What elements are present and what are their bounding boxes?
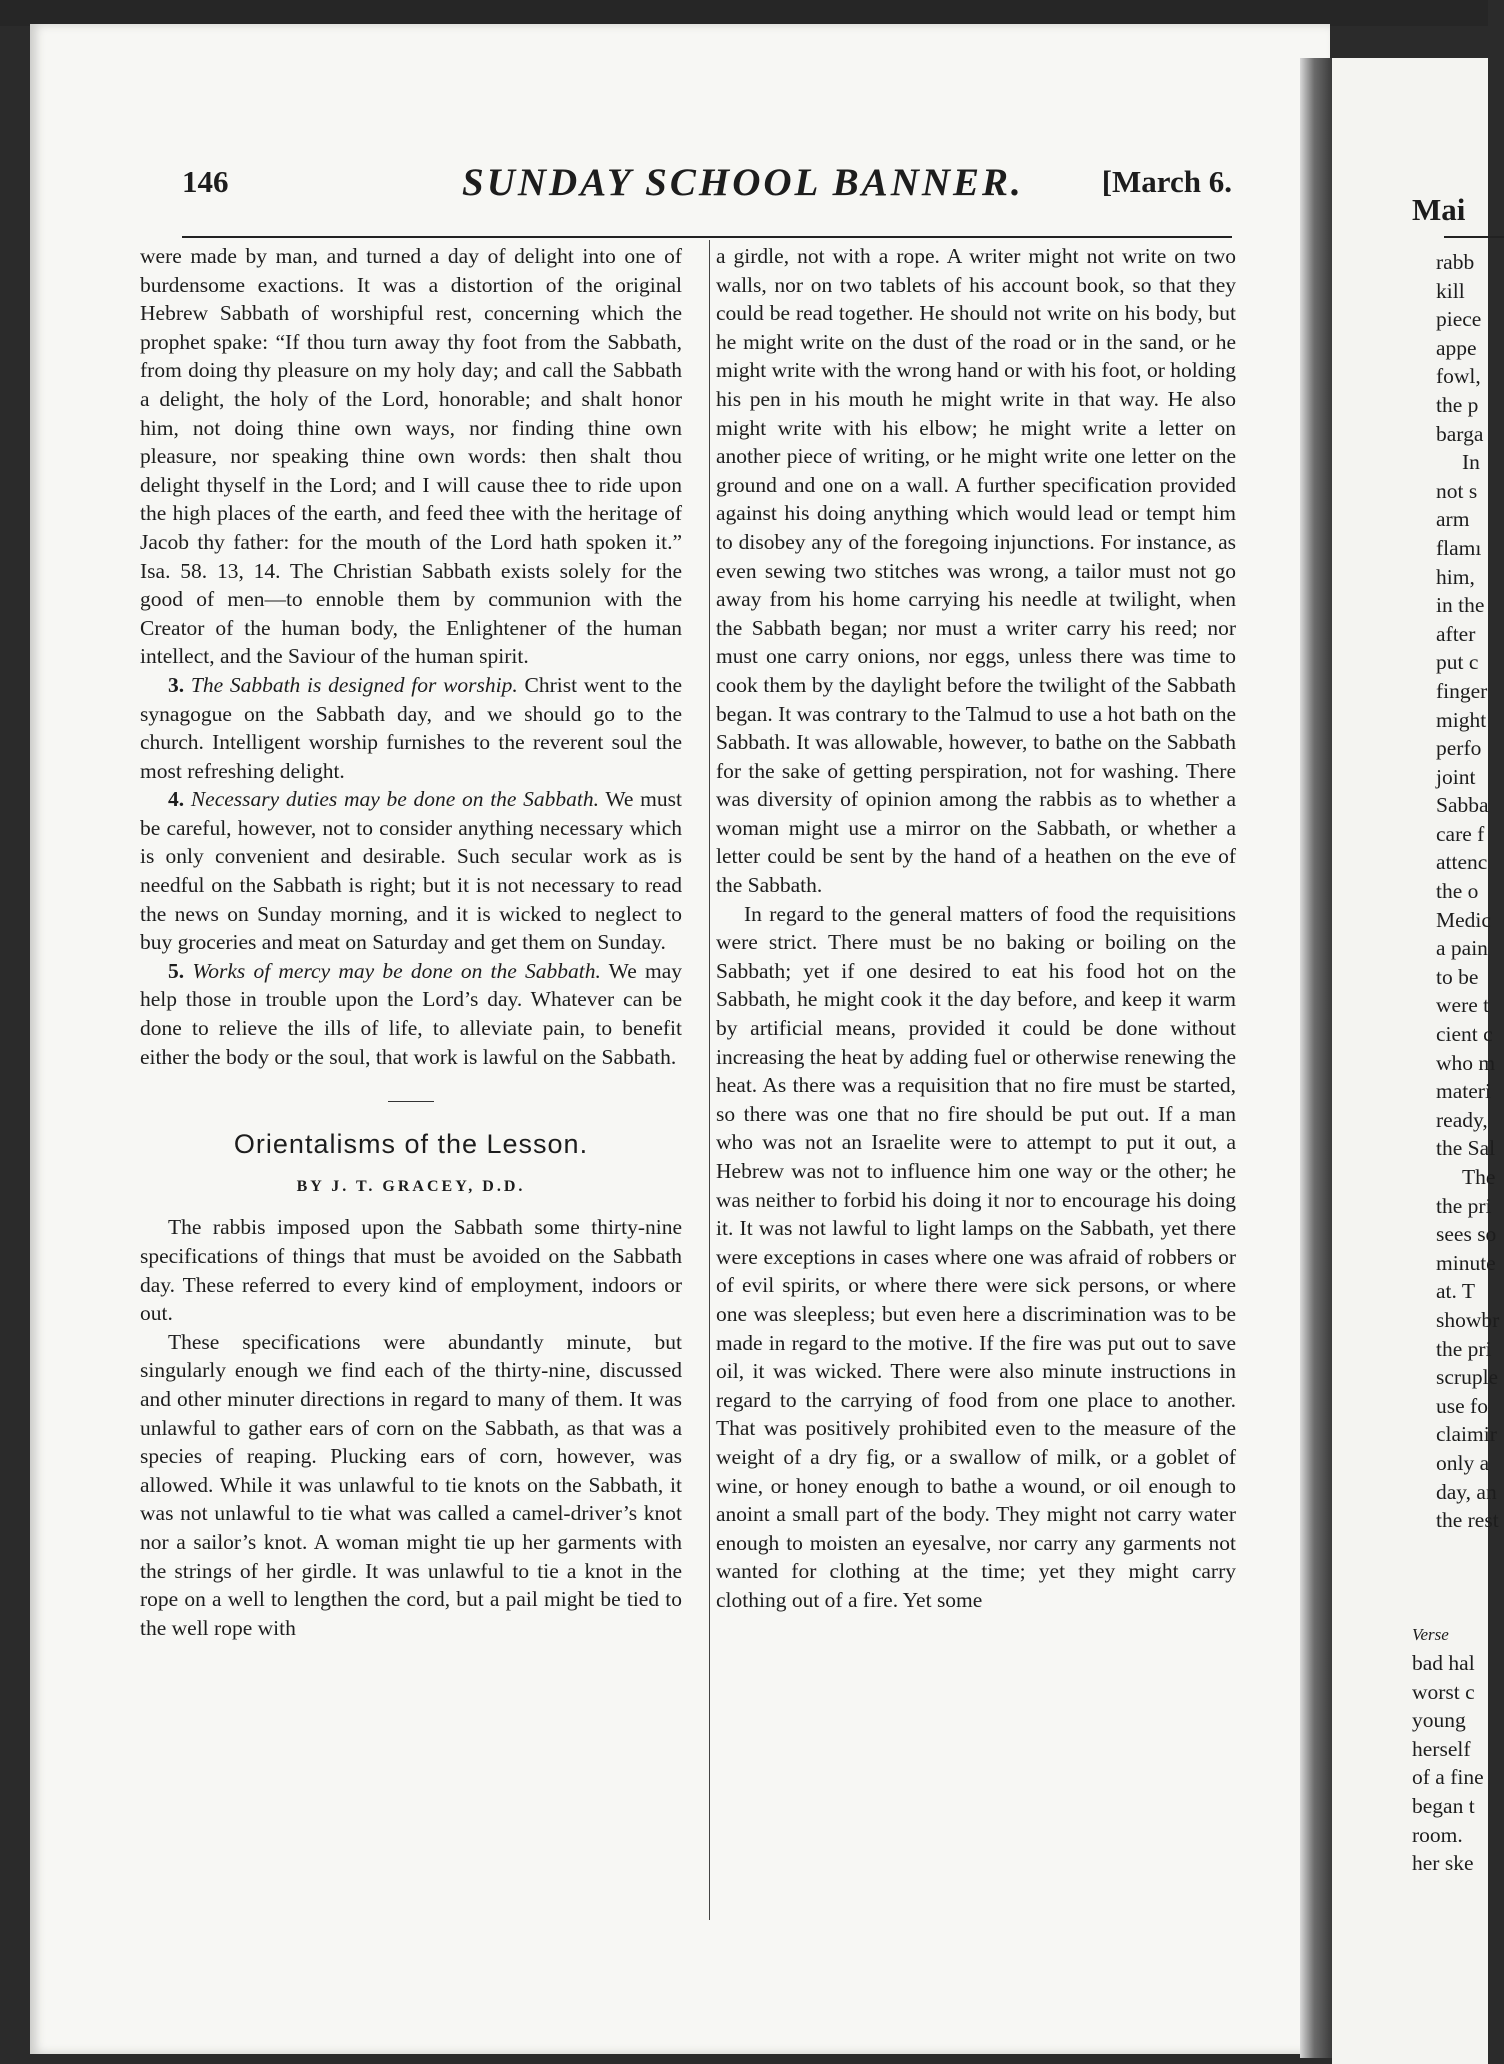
item-number: 5. (168, 958, 185, 983)
adjacent-line: materi (1436, 1079, 1491, 1104)
adjacent-line (1332, 1563, 1488, 1592)
adjacent-line (1332, 1535, 1488, 1564)
adjacent-line: scruple (1436, 1365, 1499, 1390)
adjacent-line: might (1436, 707, 1487, 732)
adjacent-line (1332, 1592, 1488, 1621)
item-number: 4. (168, 787, 185, 812)
paragraph: were made by man, and turned a day of delight into one of burdensome exactions. It was a distortion of the original Hebrew Sabbath of worshipful rest, concerning which the prophet spake: “If thou turn away thy foot from the Sabbath, from doing thy pleasure on my holy day; and call the Sabbath a delight, the holy of the Lord, honorable; and shalt honor him, not doing thine own ways, nor finding thine own pleasure, nor speaking thine own words: then shalt thou delight thyself in the Lord; and I will cause thee to ride upon the high places of the earth, and feed thee with the heritage of Jacob thy father: for the mouth of the Lord hath spoken it.” Isa. 58. 13, 14. The Christian Sabbath exists solely for the good of men—to ennoble them by communion with the Creator of the human body, the Enlightener of the human intellect, and the Saviour of the human spirit. (140, 244, 682, 669)
adjacent-line: the pri (1436, 1336, 1492, 1361)
paragraph: In regard to the general matters of food the requisitions were strict. There must be no baking or boiling on the Sabbath; yet if one desired to eat his food hot on the Sabbath, he might cook it the day before, and keep it warm by artificial means, provided it could be done without increasing the heat by adding fuel or otherwise renewing the heat. As there was a requisition that no fire must be started, so there was one that no fire should be put out. If a man who was not an Israelite were to attempt to put it out, a Hebrew was not to influence him one way or the other; he was neither to forbid his doing it nor to encourage his doing it. It was not lawful to light lamps on the Sabbath, yet there were exceptions in cases where one was afraid of robbers or of evil spirits, or where there were sick persons, or where one was sleepless; but even here a discrimination was to be made in regard to the motive. If the fire was put out to save oil, it was wicked. There were also minute instructions in regard to the carrying of food from one place to another. That was positively prohibited even to the measure of the weight of a dry fig, or a swallow of milk, or a goblet of wine, or honey enough to bathe a wound, or oil enough to anoint a small part of the body. They might not carry water enough to moisten an eyesalve, nor carry any garments not wanted for clothing at the time; yet they might carry clothing out of a fire. Yet some (716, 901, 1236, 1612)
paragraph: a girdle, not with a rope. A writer might not write on two walls, nor on two tablets of his account book, so that they could be read together. He should not write on his body, but he might write on the dust of the road or in the sand, or he might write with the wrong hand or with his foot, or holding his pen in his mouth he might write in that way. He also might write with his elbow; he might write a letter on another piece of writing, or he might write one letter on the ground and one on a wall. A further specification provided against his doing anything which would lead or tempt him to disobey any of the foregoing injunctions. For instance, as even sewing two stitches was wrong, a tailor must not go away from his home carrying his needle at twilight, when the Sabbath began; nor must a writer carry his reed; nor must one carry onions, nor eggs, unless there was time to cook them by the daylight before the twilight of the Sabbath began. It was contrary to the Talmud to use a hot bath on the Sabbath. It was allowable, however, to bathe on the Sabbath for the sake of getting perspiration, not for washing. There was diversity of opinion among the rabbis as to whether a woman might use a mirror on the Sabbath, or whether a letter could be sent by the hand of a heathen on the eve of the Sabbath. (716, 244, 1236, 898)
adjacent-line: ready, (1436, 1107, 1488, 1132)
adjacent-line: only a (1436, 1450, 1490, 1475)
adjacent-line: young (1412, 1708, 1466, 1733)
adjacent-line: care f (1436, 821, 1485, 846)
adjacent-line: not s (1436, 478, 1478, 503)
adjacent-line: in the (1436, 593, 1485, 618)
adjacent-line: appe (1436, 335, 1477, 360)
adjacent-line: In (1462, 450, 1480, 475)
adjacent-line: attenc (1436, 850, 1488, 875)
header-rule (182, 236, 1232, 238)
adjacent-page (1332, 58, 1500, 2064)
adjacent-line: her ske (1412, 1851, 1474, 1876)
adjacent-line: cient c (1436, 1022, 1493, 1047)
adjacent-line: use fo (1436, 1393, 1488, 1418)
adjacent-line: room. (1412, 1822, 1463, 1847)
adjacent-line: flamı (1436, 535, 1482, 560)
adjacent-line: Medic (1436, 907, 1491, 932)
item-title: Necessary duties may be done on the Sabbath. (190, 787, 600, 812)
page-header (182, 160, 1232, 220)
running-title: SUNDAY SCHOOL BANNER. (462, 161, 1024, 204)
adjacent-line: worst c (1412, 1679, 1475, 1704)
section-separator (388, 1101, 434, 1102)
numbered-item-5 (140, 957, 682, 1071)
adjacent-line: showbr (1436, 1307, 1500, 1332)
adjacent-line: herself (1412, 1736, 1471, 1761)
column-rule (709, 240, 710, 1920)
adjacent-line: began t (1412, 1794, 1475, 1819)
item-text: We may help those in trouble upon the Lord’s day. Whatever can be done to relieve the ills of life, to alleviate pain, to benefit either the body or the soul, that work is lawful on the Sabbath. (140, 958, 682, 1069)
adjacent-line: kill (1436, 278, 1465, 303)
header-date: [March 6. (1101, 164, 1232, 199)
adjacent-line: Sabba (1436, 793, 1489, 818)
adjacent-line: to be (1436, 964, 1479, 989)
page-number: 146 (182, 164, 229, 199)
byline: BY J. T. GRACEY, D.D. (296, 1177, 526, 1195)
right-column (716, 242, 1236, 1615)
adjacent-page-text (1332, 248, 1500, 1878)
item-text: We must be careful, however, not to consider anything necessary which is only convenient and desirable. Such secular work as is needful on the Sabbath is right; but it is not necessary to read the news on Sunday morning, and it is wicked to neglect to buy groceries and meat on Saturday and get them on Sunday. (140, 787, 682, 955)
scan-border (0, 0, 1488, 26)
adjacent-line: piece (1436, 307, 1482, 332)
item-title: The Sabbath is designed for worship. (190, 672, 518, 697)
adjacent-line: bad hal (1412, 1651, 1475, 1676)
adjacent-line: The (1462, 1165, 1496, 1189)
item-title: Works of mercy may be done on the Sabbath. (192, 958, 601, 983)
numbered-item-4 (140, 785, 682, 957)
adjacent-line: the rest (1436, 1508, 1499, 1533)
adjacent-line: claimir (1436, 1422, 1497, 1447)
item-text: Christ went to the synagogue on the Sabbath day, and we should go to the church. Intelligent worship furnishes to the reverent soul the most refreshing delight. (140, 672, 683, 783)
adjacent-line: perfo (1436, 736, 1482, 761)
book-gutter (1300, 58, 1332, 2058)
adjacent-line: barga (1436, 421, 1484, 446)
numbered-item-3 (140, 671, 682, 785)
adjacent-line: the Sal (1436, 1136, 1496, 1161)
adjacent-line: the o (1436, 879, 1479, 904)
adjacent-line: joint (1436, 764, 1476, 789)
adjacent-line: at. T (1436, 1279, 1476, 1304)
adjacent-line: who m (1436, 1050, 1496, 1075)
item-number: 3. (168, 672, 185, 697)
adjacent-line: minute (1436, 1250, 1496, 1275)
adjacent-line: rabb (1436, 250, 1475, 274)
paragraph: The rabbis imposed upon the Sabbath some thirty-nine specifications of things that must be avoided on the Sabbath day. These referred to every kind of employment, indoors or out. (140, 1215, 682, 1326)
adjacent-line: the pri (1436, 1193, 1492, 1218)
adjacent-line: of a fine (1412, 1765, 1484, 1790)
adjacent-line: fowl, (1436, 364, 1481, 389)
adjacent-line: a pain (1436, 936, 1488, 961)
adjacent-line: Verse (1412, 1624, 1449, 1644)
adjacent-header-rule (1444, 236, 1504, 238)
adjacent-line: the p (1436, 392, 1479, 417)
adjacent-line: were t (1436, 993, 1490, 1018)
adjacent-line: arm (1436, 507, 1470, 532)
section-heading: Orientalisms of the Lesson. (233, 1129, 589, 1160)
adjacent-page-header: Mai (1412, 192, 1466, 227)
adjacent-line: put c (1436, 650, 1479, 675)
adjacent-line: sees so (1436, 1222, 1497, 1247)
adjacent-line: him, (1436, 564, 1475, 589)
adjacent-line: finger (1436, 678, 1488, 703)
adjacent-line: after (1436, 621, 1476, 646)
left-column (140, 242, 682, 1642)
adjacent-line: day, an (1436, 1479, 1497, 1504)
paragraph: These specifications were abundantly minute, but singularly enough we find each of the thirty-nine, discussed and other minuter directions in regard to many of them. It was unlawful to gather ears of corn on the Sabbath, as that was a species of reaping. Plucking ears of corn, however, was allowed. While it was unlawful to tie knots on the Sabbath, it was not unlawful to tie what was called a camel-driver’s knot nor a sailor’s knot. A woman might tie up her garments with the strings of her girdle. It was unlawful to tie a knot in the rope on a well to lengthen the cord, but a pail might be tied to the well rope with (140, 1329, 682, 1640)
